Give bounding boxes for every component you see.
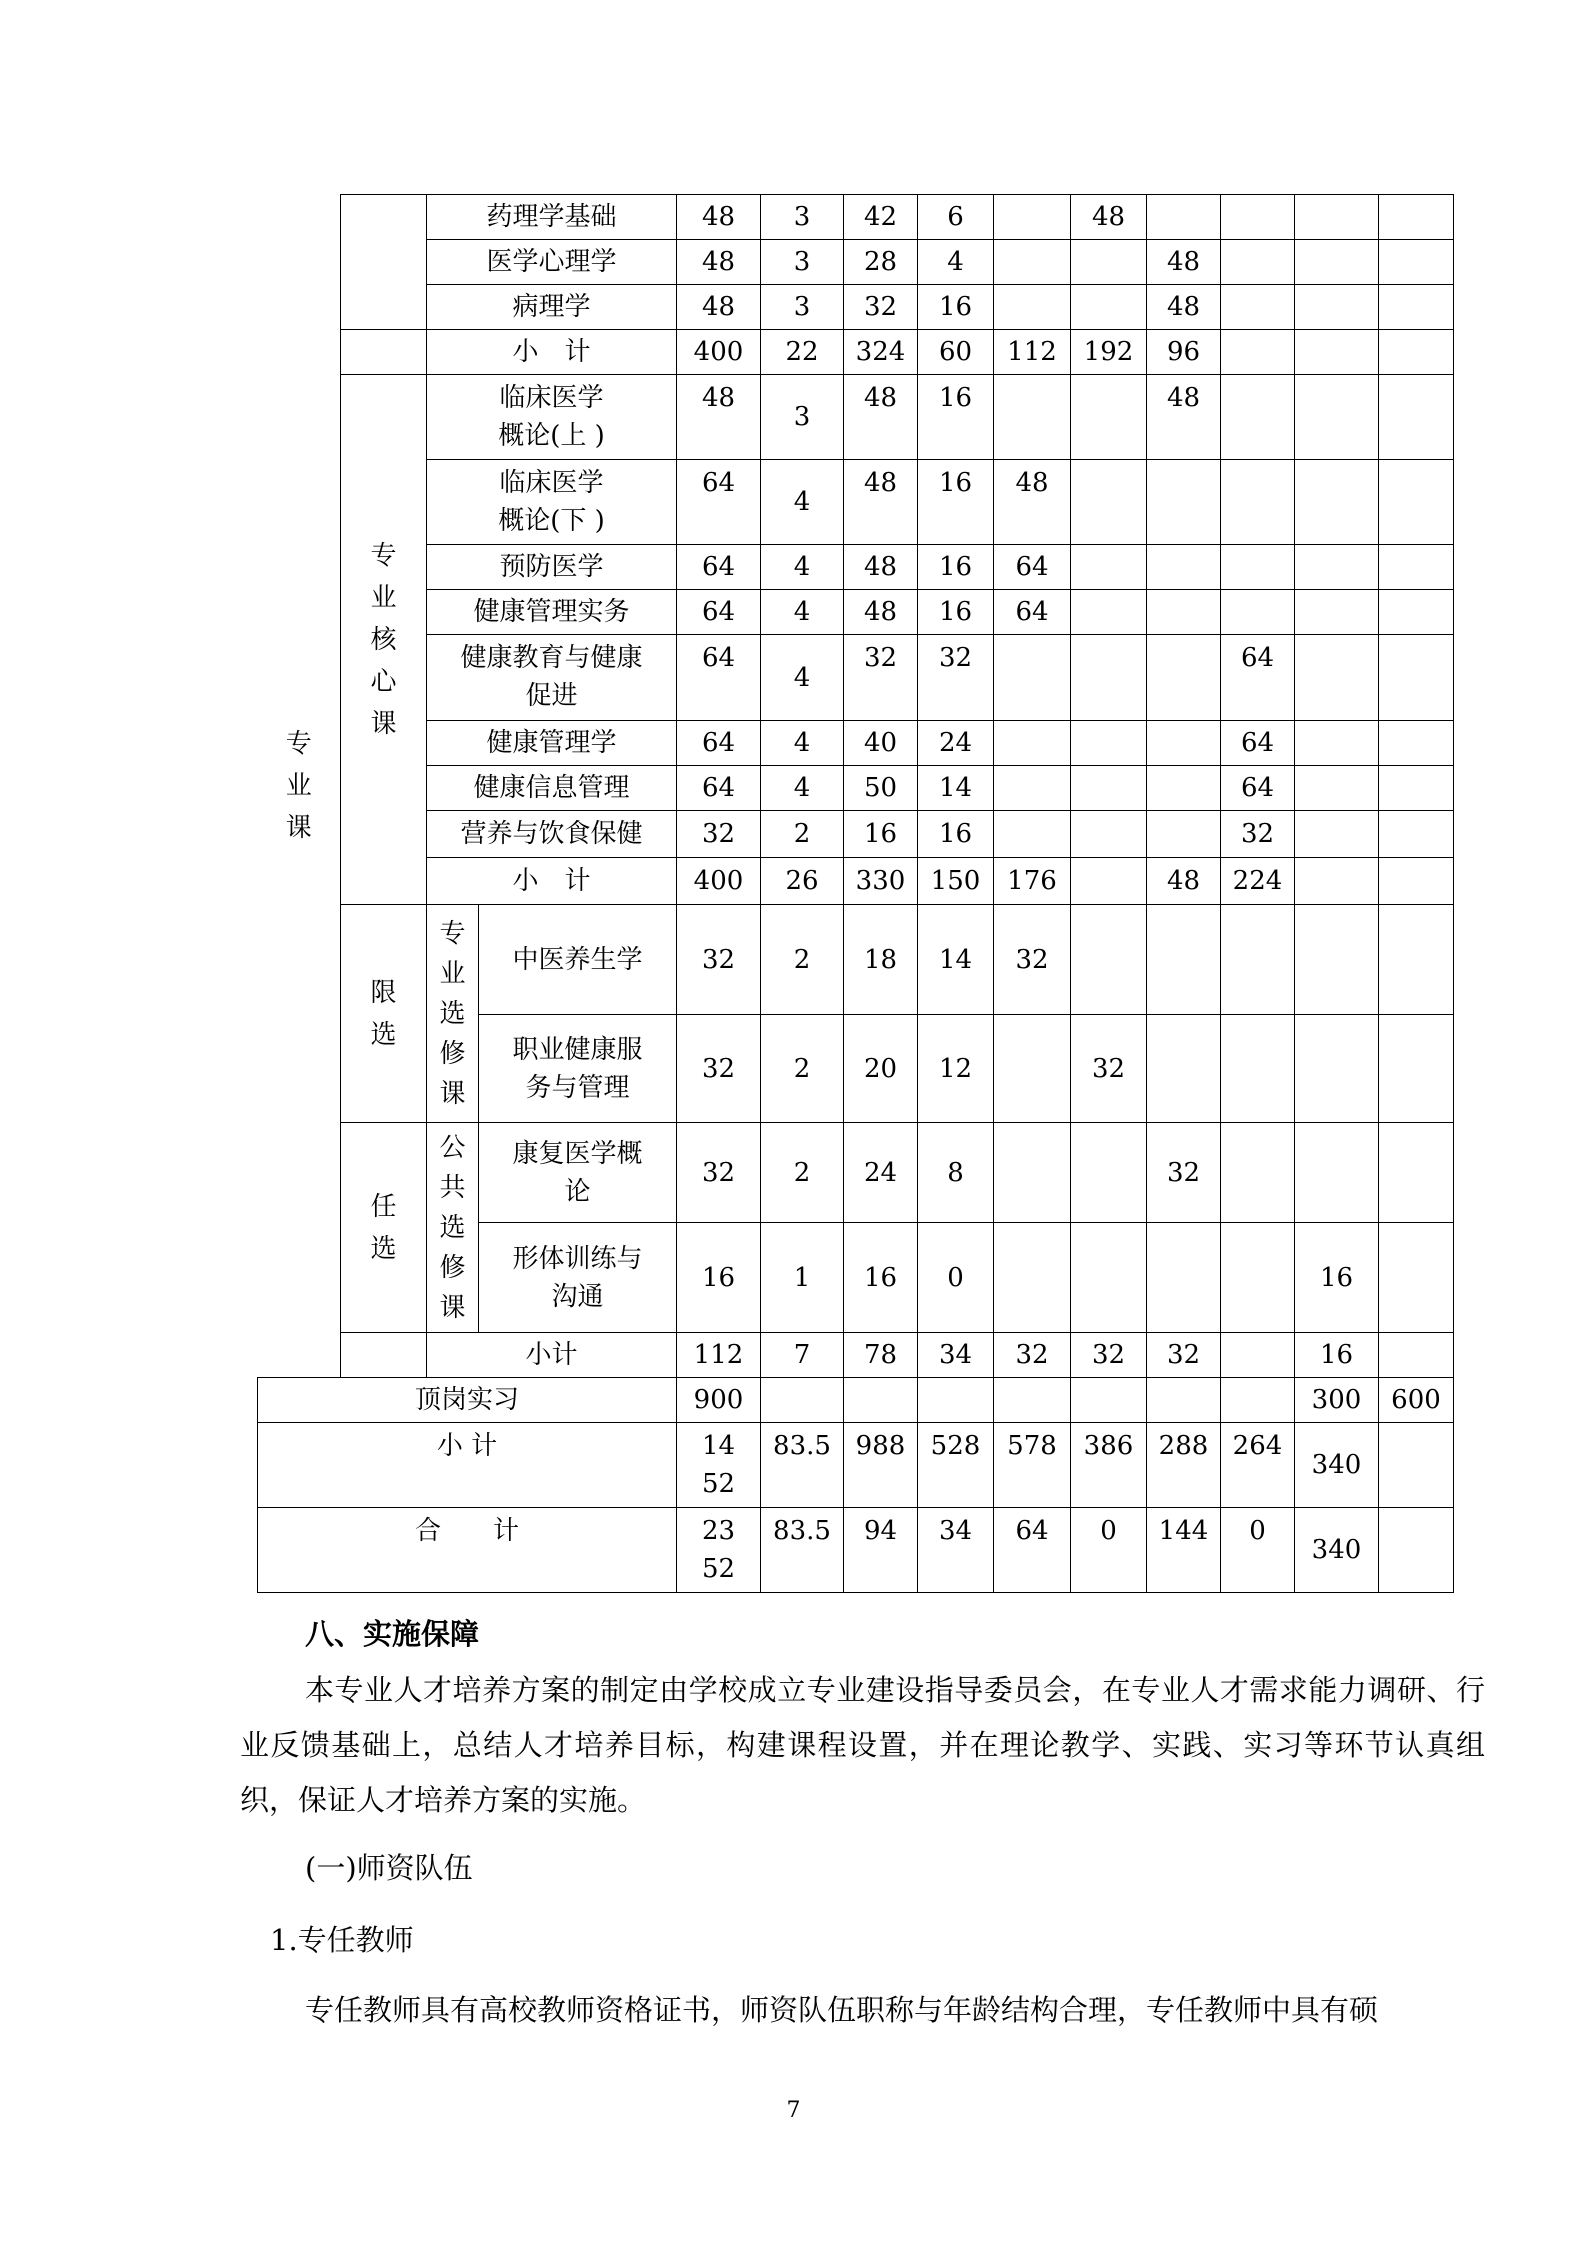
table-cell: 64 xyxy=(994,1508,1071,1593)
table-cell: 0 xyxy=(1071,1508,1147,1593)
table-cell xyxy=(1147,721,1221,766)
table-cell: 48 xyxy=(677,285,761,330)
table-cell xyxy=(1147,195,1221,240)
table-cell xyxy=(1221,1015,1295,1123)
table-cell: 48 xyxy=(844,375,918,460)
course-name: 健康管理学 xyxy=(427,721,677,766)
total-label: 合 计 xyxy=(258,1508,677,1593)
table-cell: 78 xyxy=(844,1333,918,1378)
table-cell: 32 xyxy=(1147,1123,1221,1223)
table-cell: 48 xyxy=(1147,240,1221,285)
body-paragraph: 本专业人才培养方案的制定由学校成立专业建设指导委员会，在专业人才需求能力调研、行业反馈基础上，总结人才培养目标，构建课程设置，并在理论教学、实践、实习等环节认真组织，保证人才培养方案的实施。 xyxy=(240,1673,1485,1817)
table-cell: 64 xyxy=(994,545,1071,590)
table-cell: 2 xyxy=(761,1123,844,1223)
table-cell xyxy=(1379,858,1454,905)
table-cell xyxy=(1295,195,1379,240)
table-cell xyxy=(1071,635,1147,721)
table-cell: 3 xyxy=(761,285,844,330)
table-cell: 4 xyxy=(761,590,844,635)
category-label: 公共选修课 xyxy=(439,1132,466,1323)
table-cell xyxy=(1147,1378,1221,1423)
table-cell: 48 xyxy=(994,460,1071,545)
table-cell xyxy=(1379,545,1454,590)
table-cell xyxy=(1071,905,1147,1015)
table-cell: 32 xyxy=(677,1015,761,1123)
table-cell: 3 xyxy=(761,240,844,285)
table-cell: 386 xyxy=(1071,1423,1147,1508)
course-name: 临床医学概论(下 ) xyxy=(427,460,677,545)
course-name: 中医养生学 xyxy=(479,905,677,1015)
table-row xyxy=(258,1123,1454,1223)
table-cell xyxy=(994,375,1071,460)
table-cell: 28 xyxy=(844,240,918,285)
table-cell xyxy=(1379,285,1454,330)
table-cell xyxy=(1295,545,1379,590)
table-cell: 34 xyxy=(918,1508,994,1593)
table-cell: 600 xyxy=(1379,1378,1454,1423)
table-cell xyxy=(918,1378,994,1423)
table-cell xyxy=(1295,285,1379,330)
table-cell: 24 xyxy=(918,721,994,766)
table-cell: 64 xyxy=(677,460,761,545)
internship-row xyxy=(258,1378,1454,1423)
table-cell xyxy=(1379,766,1454,811)
table-cell: 48 xyxy=(1147,375,1221,460)
table-cell: 0 xyxy=(918,1223,994,1333)
table-cell xyxy=(1071,766,1147,811)
table-row xyxy=(258,811,1454,858)
table-row xyxy=(258,590,1454,635)
table-cell: 14 xyxy=(918,905,994,1015)
table-cell xyxy=(1071,240,1147,285)
table-cell xyxy=(1221,240,1295,285)
subtotal-row xyxy=(258,330,1454,375)
table-cell: 16 xyxy=(918,460,994,545)
category-label: 专业选修课 xyxy=(439,918,466,1109)
total-row xyxy=(258,1508,1454,1593)
sub-heading: 1.专任教师 xyxy=(270,1923,414,1957)
table-cell xyxy=(1147,590,1221,635)
table-cell: 16 xyxy=(918,590,994,635)
table-cell: 988 xyxy=(844,1423,918,1508)
course-name: 康复医学概论 xyxy=(479,1123,677,1223)
table-cell xyxy=(1221,285,1295,330)
table-cell xyxy=(1379,1223,1454,1333)
table-cell: 1452 xyxy=(677,1423,761,1508)
section-title: 八、实施保障 xyxy=(305,1617,480,1651)
table-cell xyxy=(1295,721,1379,766)
table-cell: 64 xyxy=(1221,766,1295,811)
table-row xyxy=(258,905,1454,1015)
table-cell xyxy=(1147,905,1221,1015)
table-cell: 4 xyxy=(761,460,844,545)
table-cell xyxy=(1295,590,1379,635)
table-cell: 83.5 xyxy=(761,1423,844,1508)
subtotal-row xyxy=(258,858,1454,905)
table-cell: 16 xyxy=(1295,1333,1379,1378)
sub-heading: (一)师资队伍 xyxy=(305,1851,473,1885)
table-cell: 64 xyxy=(677,545,761,590)
table-cell: 18 xyxy=(844,905,918,1015)
table-row xyxy=(258,545,1454,590)
table-cell xyxy=(1379,721,1454,766)
table-cell: 48 xyxy=(1147,285,1221,330)
table-cell xyxy=(994,195,1071,240)
table-cell: 340 xyxy=(1295,1423,1379,1508)
table-cell xyxy=(1221,1378,1295,1423)
table-cell: 48 xyxy=(844,545,918,590)
table-cell xyxy=(1071,811,1147,858)
table-cell xyxy=(1295,240,1379,285)
table-cell xyxy=(1379,1333,1454,1378)
table-cell: 16 xyxy=(844,811,918,858)
table-cell: 16 xyxy=(918,545,994,590)
table-cell: 48 xyxy=(677,195,761,240)
table-cell: 20 xyxy=(844,1015,918,1123)
category-label: 专业课 xyxy=(285,728,312,843)
table-cell: 330 xyxy=(844,858,918,905)
table-cell: 578 xyxy=(994,1423,1071,1508)
table-row xyxy=(258,635,1454,721)
table-cell: 3 xyxy=(761,375,844,460)
table-cell xyxy=(1147,545,1221,590)
table-cell xyxy=(1147,460,1221,545)
table-cell xyxy=(1147,635,1221,721)
table-cell xyxy=(1379,1015,1454,1123)
table-cell xyxy=(1295,811,1379,858)
table-cell: 4 xyxy=(761,721,844,766)
page-number: 7 xyxy=(786,2098,801,2123)
subtotal-label: 小 计 xyxy=(427,330,677,375)
table-cell: 24 xyxy=(844,1123,918,1223)
table-cell: 32 xyxy=(677,1123,761,1223)
table-cell: 0 xyxy=(1221,1508,1295,1593)
course-schedule-table xyxy=(257,194,1454,1593)
table-cell: 32 xyxy=(677,905,761,1015)
table-cell: 112 xyxy=(994,330,1071,375)
table-cell xyxy=(1071,590,1147,635)
table-cell: 64 xyxy=(677,635,761,721)
table-cell xyxy=(1379,811,1454,858)
table-cell xyxy=(1147,766,1221,811)
table-cell: 32 xyxy=(1221,811,1295,858)
table-cell: 528 xyxy=(918,1423,994,1508)
course-name: 职业健康服务与管理 xyxy=(479,1015,677,1123)
core-category-cell xyxy=(341,375,427,905)
category-label: 专业核心课 xyxy=(370,540,397,739)
course-name: 形体训练与沟通 xyxy=(479,1223,677,1333)
table-cell xyxy=(994,766,1071,811)
table-cell xyxy=(1295,1123,1379,1223)
course-name: 健康教育与健康促进 xyxy=(427,635,677,721)
table-cell: 16 xyxy=(844,1223,918,1333)
table-cell xyxy=(1147,1223,1221,1333)
table-cell: 34 xyxy=(918,1333,994,1378)
table-cell xyxy=(1379,1123,1454,1223)
table-cell xyxy=(1295,905,1379,1015)
table-cell: 64 xyxy=(677,721,761,766)
table-cell: 3 xyxy=(761,195,844,240)
subtotal-label: 小 计 xyxy=(427,858,677,905)
table-cell: 48 xyxy=(1071,195,1147,240)
table-cell: 16 xyxy=(918,811,994,858)
table-cell xyxy=(994,811,1071,858)
table-cell xyxy=(1147,811,1221,858)
course-name: 营养与饮食保健 xyxy=(427,811,677,858)
table-cell: 400 xyxy=(677,858,761,905)
table-cell: 32 xyxy=(677,811,761,858)
table-cell xyxy=(1295,766,1379,811)
table-cell xyxy=(1221,545,1295,590)
table-cell xyxy=(1147,1015,1221,1123)
table-cell: 1 xyxy=(761,1223,844,1333)
table-cell xyxy=(761,1378,844,1423)
limited-elective-cell xyxy=(341,905,427,1123)
table-cell: 48 xyxy=(844,460,918,545)
table-cell: 32 xyxy=(1071,1333,1147,1378)
table-cell xyxy=(1221,330,1295,375)
table-cell: 4 xyxy=(761,635,844,721)
table-cell: 4 xyxy=(761,766,844,811)
course-name: 预防医学 xyxy=(427,545,677,590)
table-cell xyxy=(1295,858,1379,905)
course-name: 临床医学概论(上 ) xyxy=(427,375,677,460)
table-cell: 22 xyxy=(761,330,844,375)
table-cell: 83.5 xyxy=(761,1508,844,1593)
table-cell: 32 xyxy=(844,635,918,721)
table-cell: 324 xyxy=(844,330,918,375)
table-cell xyxy=(1379,330,1454,375)
table-cell: 340 xyxy=(1295,1508,1379,1593)
table-cell: 42 xyxy=(844,195,918,240)
table-cell: 14 xyxy=(918,766,994,811)
table-cell: 60 xyxy=(918,330,994,375)
course-name: 药理学基础 xyxy=(427,195,677,240)
table-cell: 32 xyxy=(844,285,918,330)
table-cell: 50 xyxy=(844,766,918,811)
public-elective-cell xyxy=(427,1123,479,1333)
table-cell xyxy=(1379,195,1454,240)
free-elective-cell xyxy=(341,1123,427,1333)
table-cell xyxy=(1071,545,1147,590)
subtotal-label: 小 计 xyxy=(258,1423,677,1508)
table-cell xyxy=(1071,1123,1147,1223)
table-cell: 2352 xyxy=(677,1508,761,1593)
table-cell xyxy=(1379,240,1454,285)
table-cell: 16 xyxy=(677,1223,761,1333)
table-cell xyxy=(1221,460,1295,545)
table-cell: 26 xyxy=(761,858,844,905)
subtotal-row xyxy=(258,1333,1454,1378)
table-cell xyxy=(1071,285,1147,330)
table-cell: 7 xyxy=(761,1333,844,1378)
table-cell: 64 xyxy=(1221,635,1295,721)
table-cell xyxy=(994,1015,1071,1123)
table-cell xyxy=(1071,1378,1147,1423)
category-cell xyxy=(258,195,341,1378)
table-cell xyxy=(1221,1223,1295,1333)
table-cell xyxy=(1295,375,1379,460)
table-row xyxy=(258,285,1454,330)
table-cell xyxy=(1379,590,1454,635)
table-cell xyxy=(1221,375,1295,460)
table-cell: 32 xyxy=(994,905,1071,1015)
table-cell xyxy=(1379,635,1454,721)
table-cell: 176 xyxy=(994,858,1071,905)
table-cell xyxy=(1379,1423,1454,1508)
table-row xyxy=(258,721,1454,766)
body-paragraph: 专任教师具有高校教师资格证书，师资队伍职称与年龄结构合理，专任教师中具有硕 xyxy=(305,1993,1379,2027)
table-cell: 48 xyxy=(677,240,761,285)
table-cell: 12 xyxy=(918,1015,994,1123)
table-row xyxy=(258,240,1454,285)
table-cell: 64 xyxy=(994,590,1071,635)
table-cell xyxy=(1379,1508,1454,1593)
table-row xyxy=(258,195,1454,240)
table-cell xyxy=(1295,1015,1379,1123)
course-name: 健康信息管理 xyxy=(427,766,677,811)
table-cell: 224 xyxy=(1221,858,1295,905)
table-cell xyxy=(1071,858,1147,905)
table-cell: 400 xyxy=(677,330,761,375)
table-cell: 64 xyxy=(677,590,761,635)
table-cell xyxy=(1295,330,1379,375)
table-cell xyxy=(1221,1123,1295,1223)
table-cell: 264 xyxy=(1221,1423,1295,1508)
table-cell xyxy=(1221,195,1295,240)
table-cell: 48 xyxy=(677,375,761,460)
table-row xyxy=(258,460,1454,545)
table-cell: 40 xyxy=(844,721,918,766)
table-cell: 900 xyxy=(677,1378,761,1423)
table-cell xyxy=(1295,460,1379,545)
table-cell xyxy=(1221,1333,1295,1378)
table-cell xyxy=(994,1378,1071,1423)
table-cell xyxy=(994,1223,1071,1333)
table-cell: 2 xyxy=(761,905,844,1015)
table-cell: 48 xyxy=(1147,858,1221,905)
table-cell: 16 xyxy=(1295,1223,1379,1333)
table-cell: 150 xyxy=(918,858,994,905)
table-cell xyxy=(994,721,1071,766)
table-cell: 48 xyxy=(844,590,918,635)
table-cell: 144 xyxy=(1147,1508,1221,1593)
table-cell: 32 xyxy=(994,1333,1071,1378)
table-row xyxy=(258,766,1454,811)
table-cell xyxy=(994,1123,1071,1223)
table-cell: 32 xyxy=(1147,1333,1221,1378)
table-cell: 32 xyxy=(1071,1015,1147,1123)
table-cell: 192 xyxy=(1071,330,1147,375)
table-cell: 4 xyxy=(918,240,994,285)
table-cell xyxy=(1071,375,1147,460)
table-cell: 96 xyxy=(1147,330,1221,375)
table-cell xyxy=(844,1378,918,1423)
table-cell xyxy=(1071,460,1147,545)
table-row xyxy=(258,375,1454,460)
table-cell: 16 xyxy=(918,285,994,330)
table-cell xyxy=(1379,375,1454,460)
table-cell xyxy=(1379,460,1454,545)
table-cell xyxy=(1295,635,1379,721)
course-name: 医学心理学 xyxy=(427,240,677,285)
table-cell xyxy=(1071,1223,1147,1333)
table-cell: 8 xyxy=(918,1123,994,1223)
table-cell: 300 xyxy=(1295,1378,1379,1423)
table-cell xyxy=(1071,721,1147,766)
table-cell: 94 xyxy=(844,1508,918,1593)
course-name: 健康管理实务 xyxy=(427,590,677,635)
table-cell xyxy=(1221,590,1295,635)
table-cell xyxy=(994,635,1071,721)
table-cell: 32 xyxy=(918,635,994,721)
table-cell xyxy=(994,240,1071,285)
category-label: 限选 xyxy=(370,977,397,1050)
table-cell: 16 xyxy=(918,375,994,460)
major-elective-cell xyxy=(427,905,479,1123)
course-name: 病理学 xyxy=(427,285,677,330)
table-cell: 64 xyxy=(677,766,761,811)
table-cell: 64 xyxy=(1221,721,1295,766)
table-cell: 4 xyxy=(761,545,844,590)
subtotal-row xyxy=(258,1423,1454,1508)
table-cell xyxy=(1221,905,1295,1015)
table-cell: 288 xyxy=(1147,1423,1221,1508)
table-cell: 6 xyxy=(918,195,994,240)
table-cell: 112 xyxy=(677,1333,761,1378)
category-label: 任选 xyxy=(370,1191,397,1264)
table-cell xyxy=(1379,905,1454,1015)
table-cell xyxy=(994,285,1071,330)
subtotal-label: 小计 xyxy=(427,1333,677,1378)
table-cell: 2 xyxy=(761,1015,844,1123)
internship-label: 顶岗实习 xyxy=(258,1378,677,1423)
table-cell: 2 xyxy=(761,811,844,858)
